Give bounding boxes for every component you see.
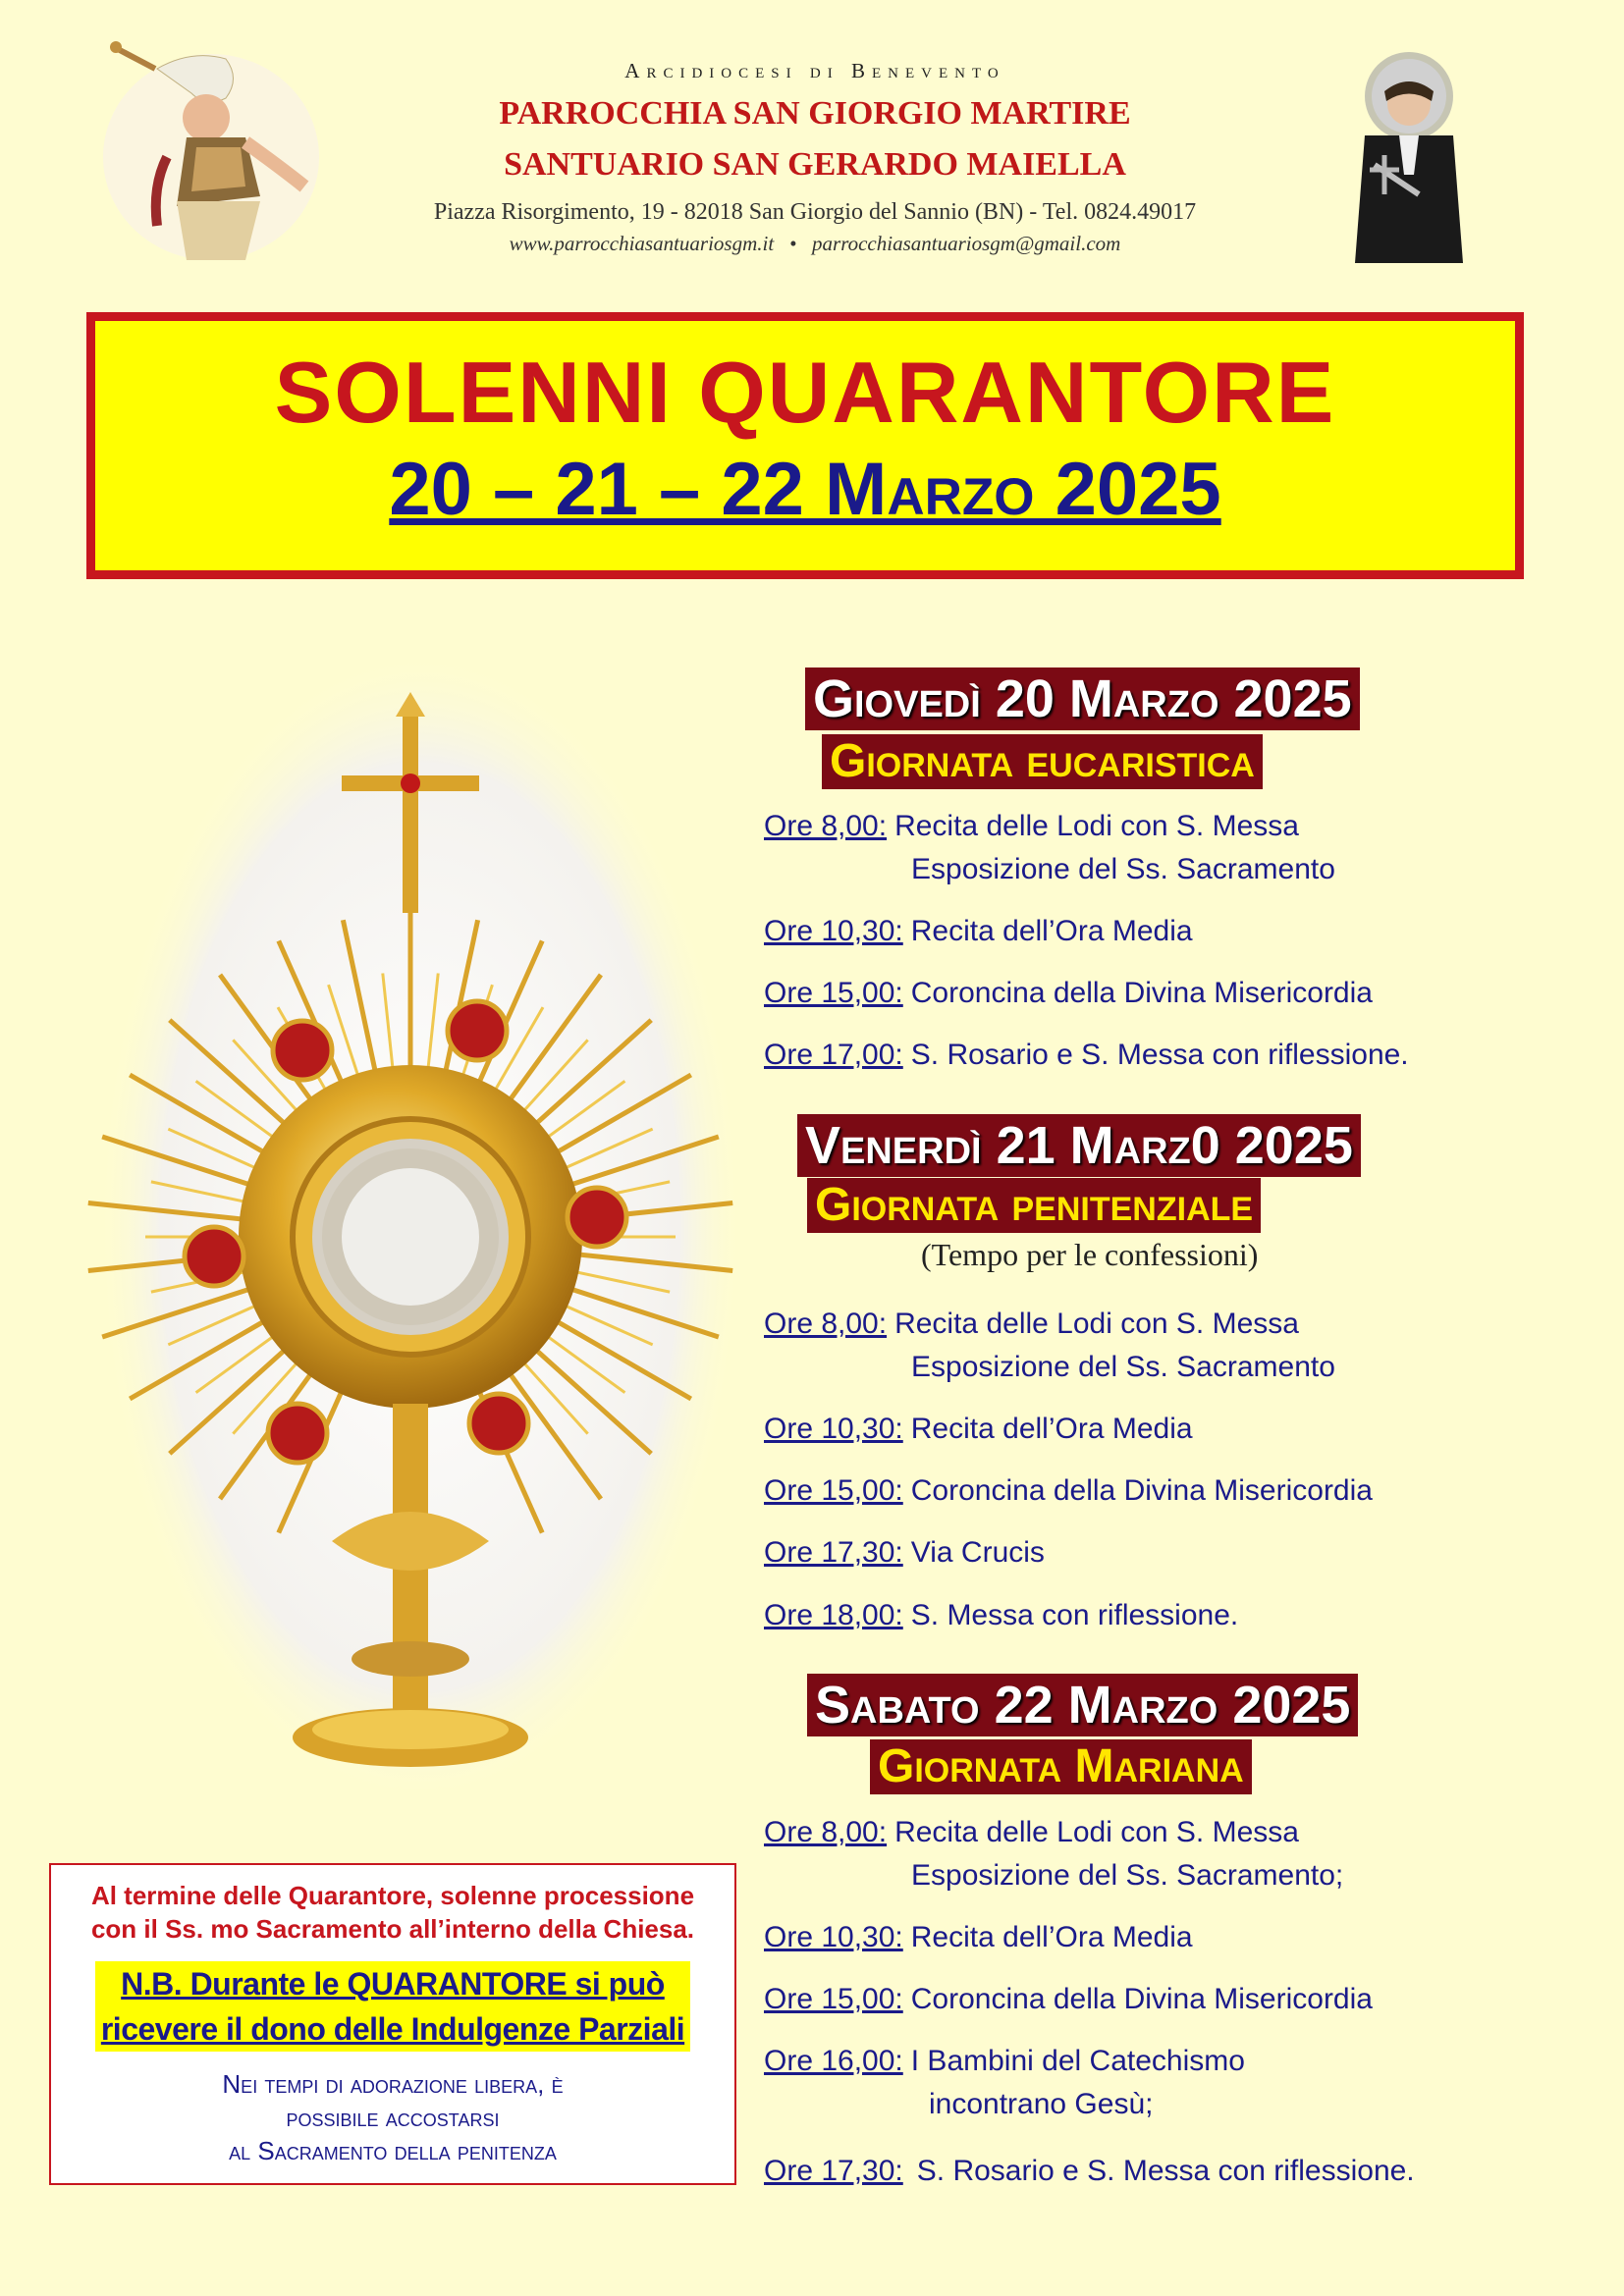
sanctuary-name: SANTUARIO SAN GERARDO MAIELLA [504,146,1126,183]
schedule-item [764,1308,1299,1341]
day1-subheading: Giornata eucaristica [822,734,1263,789]
indulgence-notice [95,1961,690,2052]
schedule-time: Ore 8,00: [764,810,888,842]
schedule-time: Ore 15,00: [764,1474,903,1507]
contact-links [324,232,1306,256]
schedule-text-continued: Esposizione del Ss. Sacramento [911,1351,1335,1383]
archdiocese-label: Arcidiocesi di Benevento [624,59,1005,82]
schedule-item [764,977,1373,1010]
schedule-time: Ore 17,30: [764,1536,903,1569]
schedule-time: Ore 16,00: [764,2045,903,2077]
schedule-time: Ore 18,00: [764,1599,903,1631]
schedule-item [764,1921,1193,1954]
schedule-time: Ore 10,30: [764,915,903,947]
schedule-text-continued: Esposizione del Ss. Sacramento [911,853,1335,885]
schedule-item [764,2045,1245,2078]
schedule-time: Ore 17,00: [764,1039,903,1071]
schedule-time: Ore 17,30: [764,2155,903,2187]
schedule-item [764,1599,1238,1632]
schedule-item [764,1816,1299,1849]
link-separator: • [788,232,797,255]
schedule-time: Ore 8,00: [764,1816,888,1848]
parish-header [324,54,1306,256]
schedule-text-continued: Esposizione del Ss. Sacramento; [911,1859,1344,1892]
schedule-text: S. Messa con riflessione. [910,1599,1239,1631]
schedule-item [764,1413,1193,1446]
saint-gerardo-statue-image [1345,47,1473,263]
schedule-text: Recita dell’Ora Media [910,915,1193,947]
schedule-time: Ore 15,00: [764,1983,903,2015]
event-title-box [86,312,1524,579]
schedule-time: Ore 10,30: [764,1921,903,1953]
adoration-line: al Sacramento della penitenza [229,2136,557,2165]
adoration-notice [51,2067,734,2167]
schedule-item [764,1039,1409,1072]
day3-heading: Sabato 22 Marzo 2025 [807,1674,1358,1736]
indulgence-line: N.B. Durante le QUARANTORE si può [121,1966,665,2002]
schedule-text: Recita delle Lodi con S. Messa [894,810,1299,842]
procession-notice [51,1879,734,1946]
schedule-item [764,1474,1373,1508]
schedule-text: I Bambini del Catechismo [910,2045,1245,2077]
day2-subheading: Giornata penitenziale [807,1178,1261,1233]
schedule-text: Coroncina della Divina Misericordia [910,1983,1373,2015]
schedule-text: Recita dell’Ora Media [910,1413,1193,1445]
adoration-line: possibile accostarsi [286,2103,500,2132]
schedule-text: Recita delle Lodi con S. Messa [894,1308,1299,1340]
procession-line: Al termine delle Quarantore, solenne processione [90,1881,695,1910]
saint-george-statue-image [98,39,324,260]
notice-box [49,1863,736,2185]
procession-line: con il Ss. mo Sacramento all’interno della Chiesa. [90,1914,695,1944]
schedule-item [764,1983,1373,2016]
day3-subheading: Giornata Mariana [870,1739,1252,1794]
schedule-text: Coroncina della Divina Misericordia [910,1474,1373,1507]
schedule-item [764,915,1193,948]
day2-heading: Venerdì 21 Marz0 2025 [797,1114,1361,1177]
schedule-text: Recita delle Lodi con S. Messa [894,1816,1299,1848]
monstrance-image [86,638,754,1836]
schedule-time: Ore 15,00: [764,977,903,1009]
schedule-text: S. Rosario e S. Messa con riflessione. [916,2155,1415,2187]
schedule-item [764,810,1299,843]
day2-note: (Tempo per le confessioni) [921,1237,1259,1272]
schedule-time: Ore 10,30: [764,1413,903,1445]
indulgence-line: ricevere il dono delle Indulgenze Parziali [100,2011,685,2047]
schedule-item [764,1536,1045,1570]
schedule-time: Ore 8,00: [764,1308,888,1340]
adoration-line: Nei tempi di adorazione libera, è [222,2069,564,2099]
schedule-item [764,2155,1415,2188]
schedule-text: Recita dell’Ora Media [910,1921,1193,1953]
schedule-text: S. Rosario e S. Messa con riflessione. [910,1039,1409,1071]
website-link[interactable]: www.parrocchiasantuariosgm.it [509,232,775,255]
event-dates: 20 – 21 – 22 Marzo 2025 [389,448,1221,531]
schedule-text-continued: incontrano Gesù; [929,2088,1154,2120]
parish-name: PARROCCHIA SAN GIORGIO MARTIRE [499,95,1131,132]
email-link[interactable]: parrocchiasantuariosgm@gmail.com [812,232,1121,255]
parish-address: Piazza Risorgimento, 19 - 82018 San Giorgio del Sannio (BN) - Tel. 0824.49017 [433,199,1197,225]
schedule-text: Via Crucis [910,1536,1045,1569]
schedule-text: Coroncina della Divina Misericordia [910,977,1373,1009]
event-title: SOLENNI QUARANTORE [274,344,1336,441]
day1-heading: Giovedì 20 Marzo 2025 [805,667,1360,730]
